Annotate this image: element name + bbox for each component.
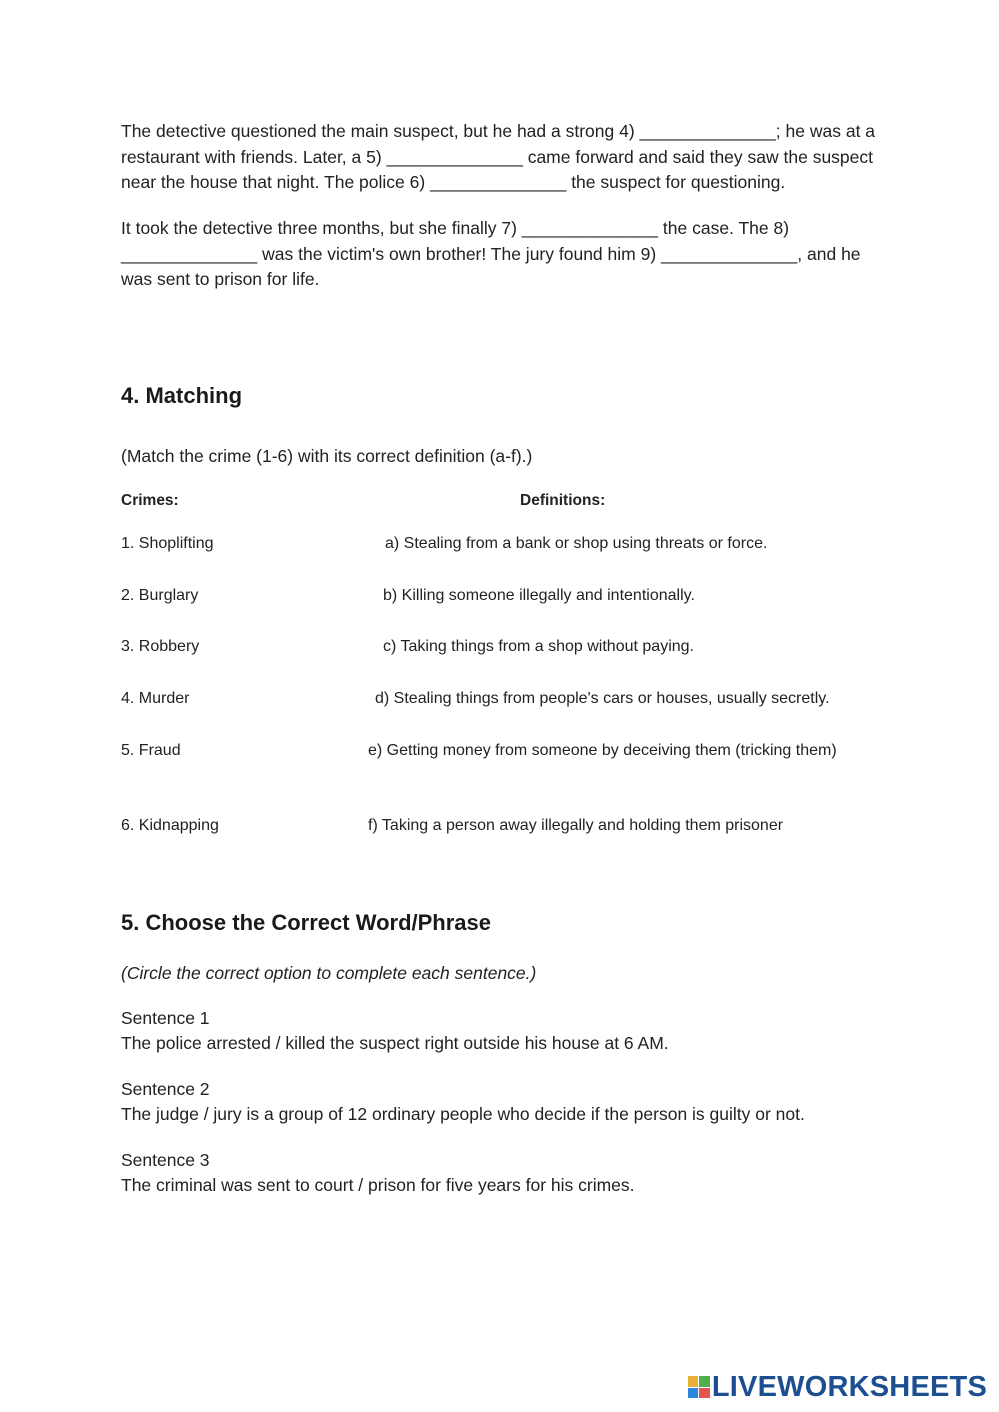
crime-item: 5. Fraud (121, 742, 181, 759)
choose-heading: 5. Choose the Correct Word/Phrase (121, 910, 492, 935)
definition-item: d) Stealing things from people's cars or houses, usually secretly. (375, 690, 830, 707)
definitions-header: Definitions: (520, 492, 606, 509)
definition-item: b) Killing someone illegally and intentionally. (383, 587, 695, 604)
sentence-label: Sentence 1 (121, 1008, 210, 1028)
blank-4[interactable]: ______________ (639, 121, 776, 141)
logo-text: LIVEWORKSHEETS (711, 1370, 987, 1403)
crime-item: 4. Murder (121, 690, 190, 707)
definition-item: c) Taking things from a shop without paying. (383, 638, 694, 655)
crime-item: 2. Burglary (121, 587, 199, 604)
crimes-header: Crimes: (121, 492, 179, 509)
logo-tile (699, 1376, 710, 1387)
sentence-text[interactable]: The police arrested / killed the suspect right outside his house at 6 AM. (121, 1033, 669, 1053)
sentence-label: Sentence 3 (121, 1150, 210, 1170)
story-paragraph-2: It took the detective three months, but she finally 7) ______________ the case. The 8) ______________ was the victim's own brother! The jury found him 9) ______________, and he was sent to prison for life. (121, 218, 861, 289)
matching-heading: 4. Matching (121, 383, 243, 408)
blank-6[interactable]: ______________ (430, 172, 567, 192)
logo-tile (699, 1388, 710, 1399)
blank-9[interactable]: ______________ (661, 243, 798, 264)
choose-instruction: (Circle the correct option to complete each sentence.) (121, 963, 537, 983)
crime-item: 6. Kidnapping (121, 817, 219, 834)
sentence-text[interactable]: The criminal was sent to court / prison for five years for his crimes. (121, 1175, 635, 1195)
blank-7[interactable]: ______________ (521, 218, 659, 238)
definition-item: a) Stealing from a bank or shop using threats or force. (385, 535, 768, 552)
matching-instruction: (Match the crime (1-6) with its correct definition (a-f).) (121, 446, 533, 466)
story-paragraph-1: The detective questioned the main suspect, but he had a strong 4) ______________; he was at a restaurant with friends. Later, a 5) ______________ came forward and said they saw the suspect near the house that night. The police 6) ______________ the suspect for questioning. (121, 119, 881, 196)
blank-8[interactable]: ______________ (121, 243, 258, 264)
sentence-label: Sentence 2 (121, 1079, 210, 1099)
definition-item: e) Getting money from someone by deceiving them (tricking them) (368, 742, 837, 759)
definition-item: f) Taking a person away illegally and holding them prisoner (368, 817, 784, 834)
logo-mark-icon (688, 1376, 710, 1398)
logo-tile (688, 1388, 699, 1399)
blank-5[interactable]: ______________ (386, 146, 523, 167)
sentence-text[interactable]: The judge / jury is a group of 12 ordinary people who decide if the person is guilty or not. (121, 1104, 805, 1124)
liveworksheets-logo (688, 1371, 987, 1403)
crime-item: 3. Robbery (121, 638, 200, 655)
logo-tile (688, 1376, 699, 1387)
crime-item: 1. Shoplifting (121, 535, 214, 552)
